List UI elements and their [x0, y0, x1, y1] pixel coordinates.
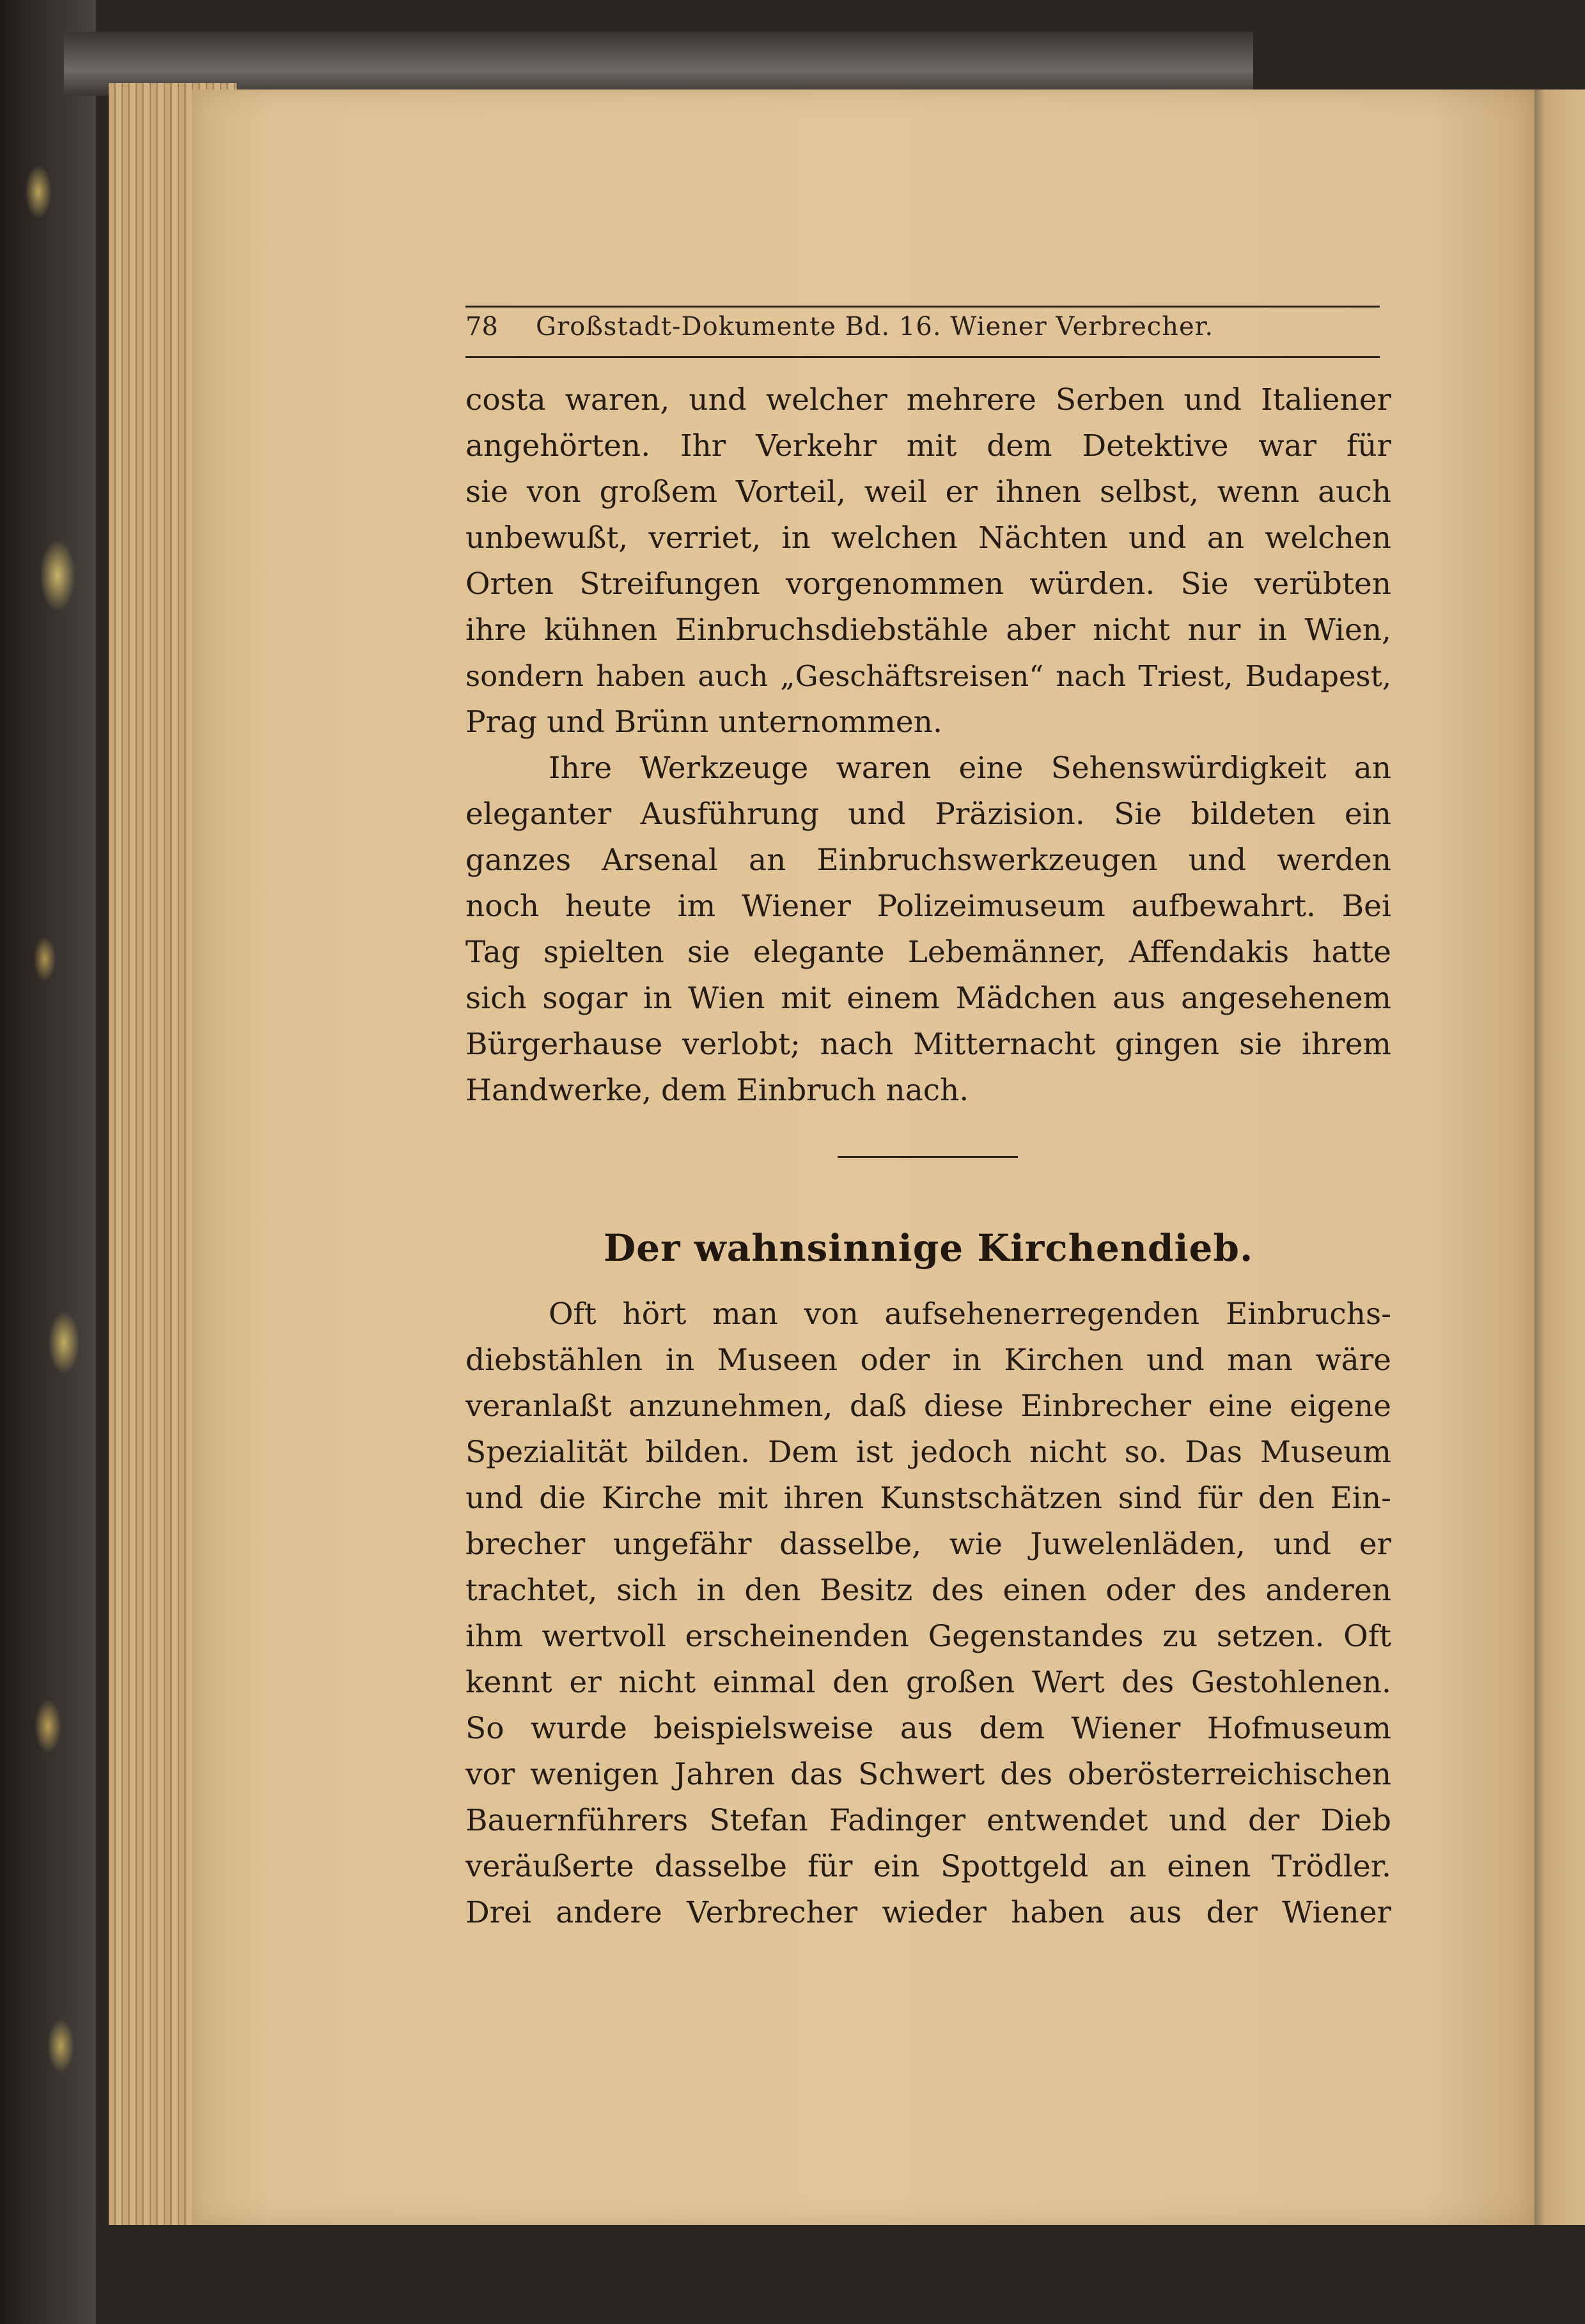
text-line: ihm wertvoll erscheinenden Gegenstandes zu setzen. Oft	[465, 1619, 1391, 1654]
text-line: So wurde beispielsweise aus dem Wiener Hofmuseum	[465, 1711, 1391, 1746]
text-line: veräußerte dasselbe für ein Spottgeld an einen Trödler.	[465, 1849, 1391, 1884]
marbled-cover	[0, 0, 96, 2324]
text-line: noch heute im Wiener Polizeimuseum aufbewahrt. Bei	[465, 889, 1391, 924]
text-line: Drei andere Verbrecher wieder haben aus der Wiener	[465, 1895, 1391, 1930]
text-line: und die Kirche mit ihren Kunstschätzen sind für den Ein-	[465, 1481, 1391, 1516]
text-line: sondern haben auch „Geschäftsreisen“ nach Triest, Budapest,	[465, 659, 1391, 693]
text-line: Ihre Werkzeuge waren eine Sehenswürdigkeit an	[549, 751, 1391, 786]
running-header	[465, 312, 1380, 348]
running-title: Großstadt-Dokumente Bd. 16. Wiener Verbrecher.	[536, 312, 1214, 341]
text-line: veranlaßt anzunehmen, daß diese Einbrecher eine eigene	[465, 1389, 1391, 1424]
page-number: 78	[465, 312, 498, 341]
text-line: sich sogar in Wien mit einem Mädchen aus angesehenem	[465, 981, 1391, 1016]
scan-background-bottom	[96, 2225, 1585, 2324]
section-divider	[838, 1156, 1018, 1158]
text-line: diebstählen in Museen oder in Kirchen und man wäre	[465, 1343, 1391, 1378]
text-line: Handwerke, dem Einbruch nach.	[465, 1073, 969, 1108]
text-line: kennt er nicht einmal den großen Wert des Gestohlenen.	[465, 1665, 1391, 1700]
text-line: unbewußt, verriet, in welchen Nächten und an welchen	[465, 520, 1391, 556]
text-line: sie von großem Vorteil, weil er ihnen selbst, wenn auch	[465, 474, 1391, 510]
text-line: angehörten. Ihr Verkehr mit dem Detektive war für	[465, 428, 1391, 464]
text-line: Prag und Brünn unternommen.	[465, 705, 942, 740]
text-line: Bürgerhause verlobt; nach Mitternacht gingen sie ihrem	[465, 1027, 1391, 1062]
header-rule-bottom	[465, 356, 1380, 358]
text-line: eleganter Ausführung und Präzision. Sie bildeten ein	[465, 797, 1391, 832]
text-line: costa waren, und welcher mehrere Serben und Italiener	[465, 382, 1391, 417]
text-line: Tag spielten sie elegante Lebemänner, Affendakis hatte	[465, 935, 1391, 970]
text-line: Orten Streifungen vorgenommen würden. Sie verübten	[465, 566, 1391, 602]
section-heading: Der wahnsinnige Kirchendieb.	[603, 1226, 1254, 1270]
text-line: ganzes Arsenal an Einbruchswerkzeugen und werden	[465, 843, 1391, 878]
cover-top-edge	[64, 32, 1253, 96]
text-line: Bauernführers Stefan Fadinger entwendet und der Dieb	[465, 1803, 1391, 1838]
text-line: brecher ungefähr dasselbe, wie Juwelenläden, und er	[465, 1527, 1391, 1562]
text-line: Spezialität bilden. Dem ist jedoch nicht so. Das Museum	[465, 1435, 1391, 1470]
header-rule-top	[465, 306, 1380, 308]
text-line: trachtet, sich in den Besitz des einen oder des anderen	[465, 1573, 1391, 1608]
text-line: vor wenigen Jahren das Schwert des oberösterreichischen	[465, 1757, 1391, 1792]
adjacent-page-edge	[1528, 90, 1585, 2225]
text-line: Oft hört man von aufsehenerregenden Einbruchs-	[549, 1297, 1391, 1332]
text-line: ihre kühnen Einbruchsdiebstähle aber nicht nur in Wien,	[465, 612, 1391, 648]
